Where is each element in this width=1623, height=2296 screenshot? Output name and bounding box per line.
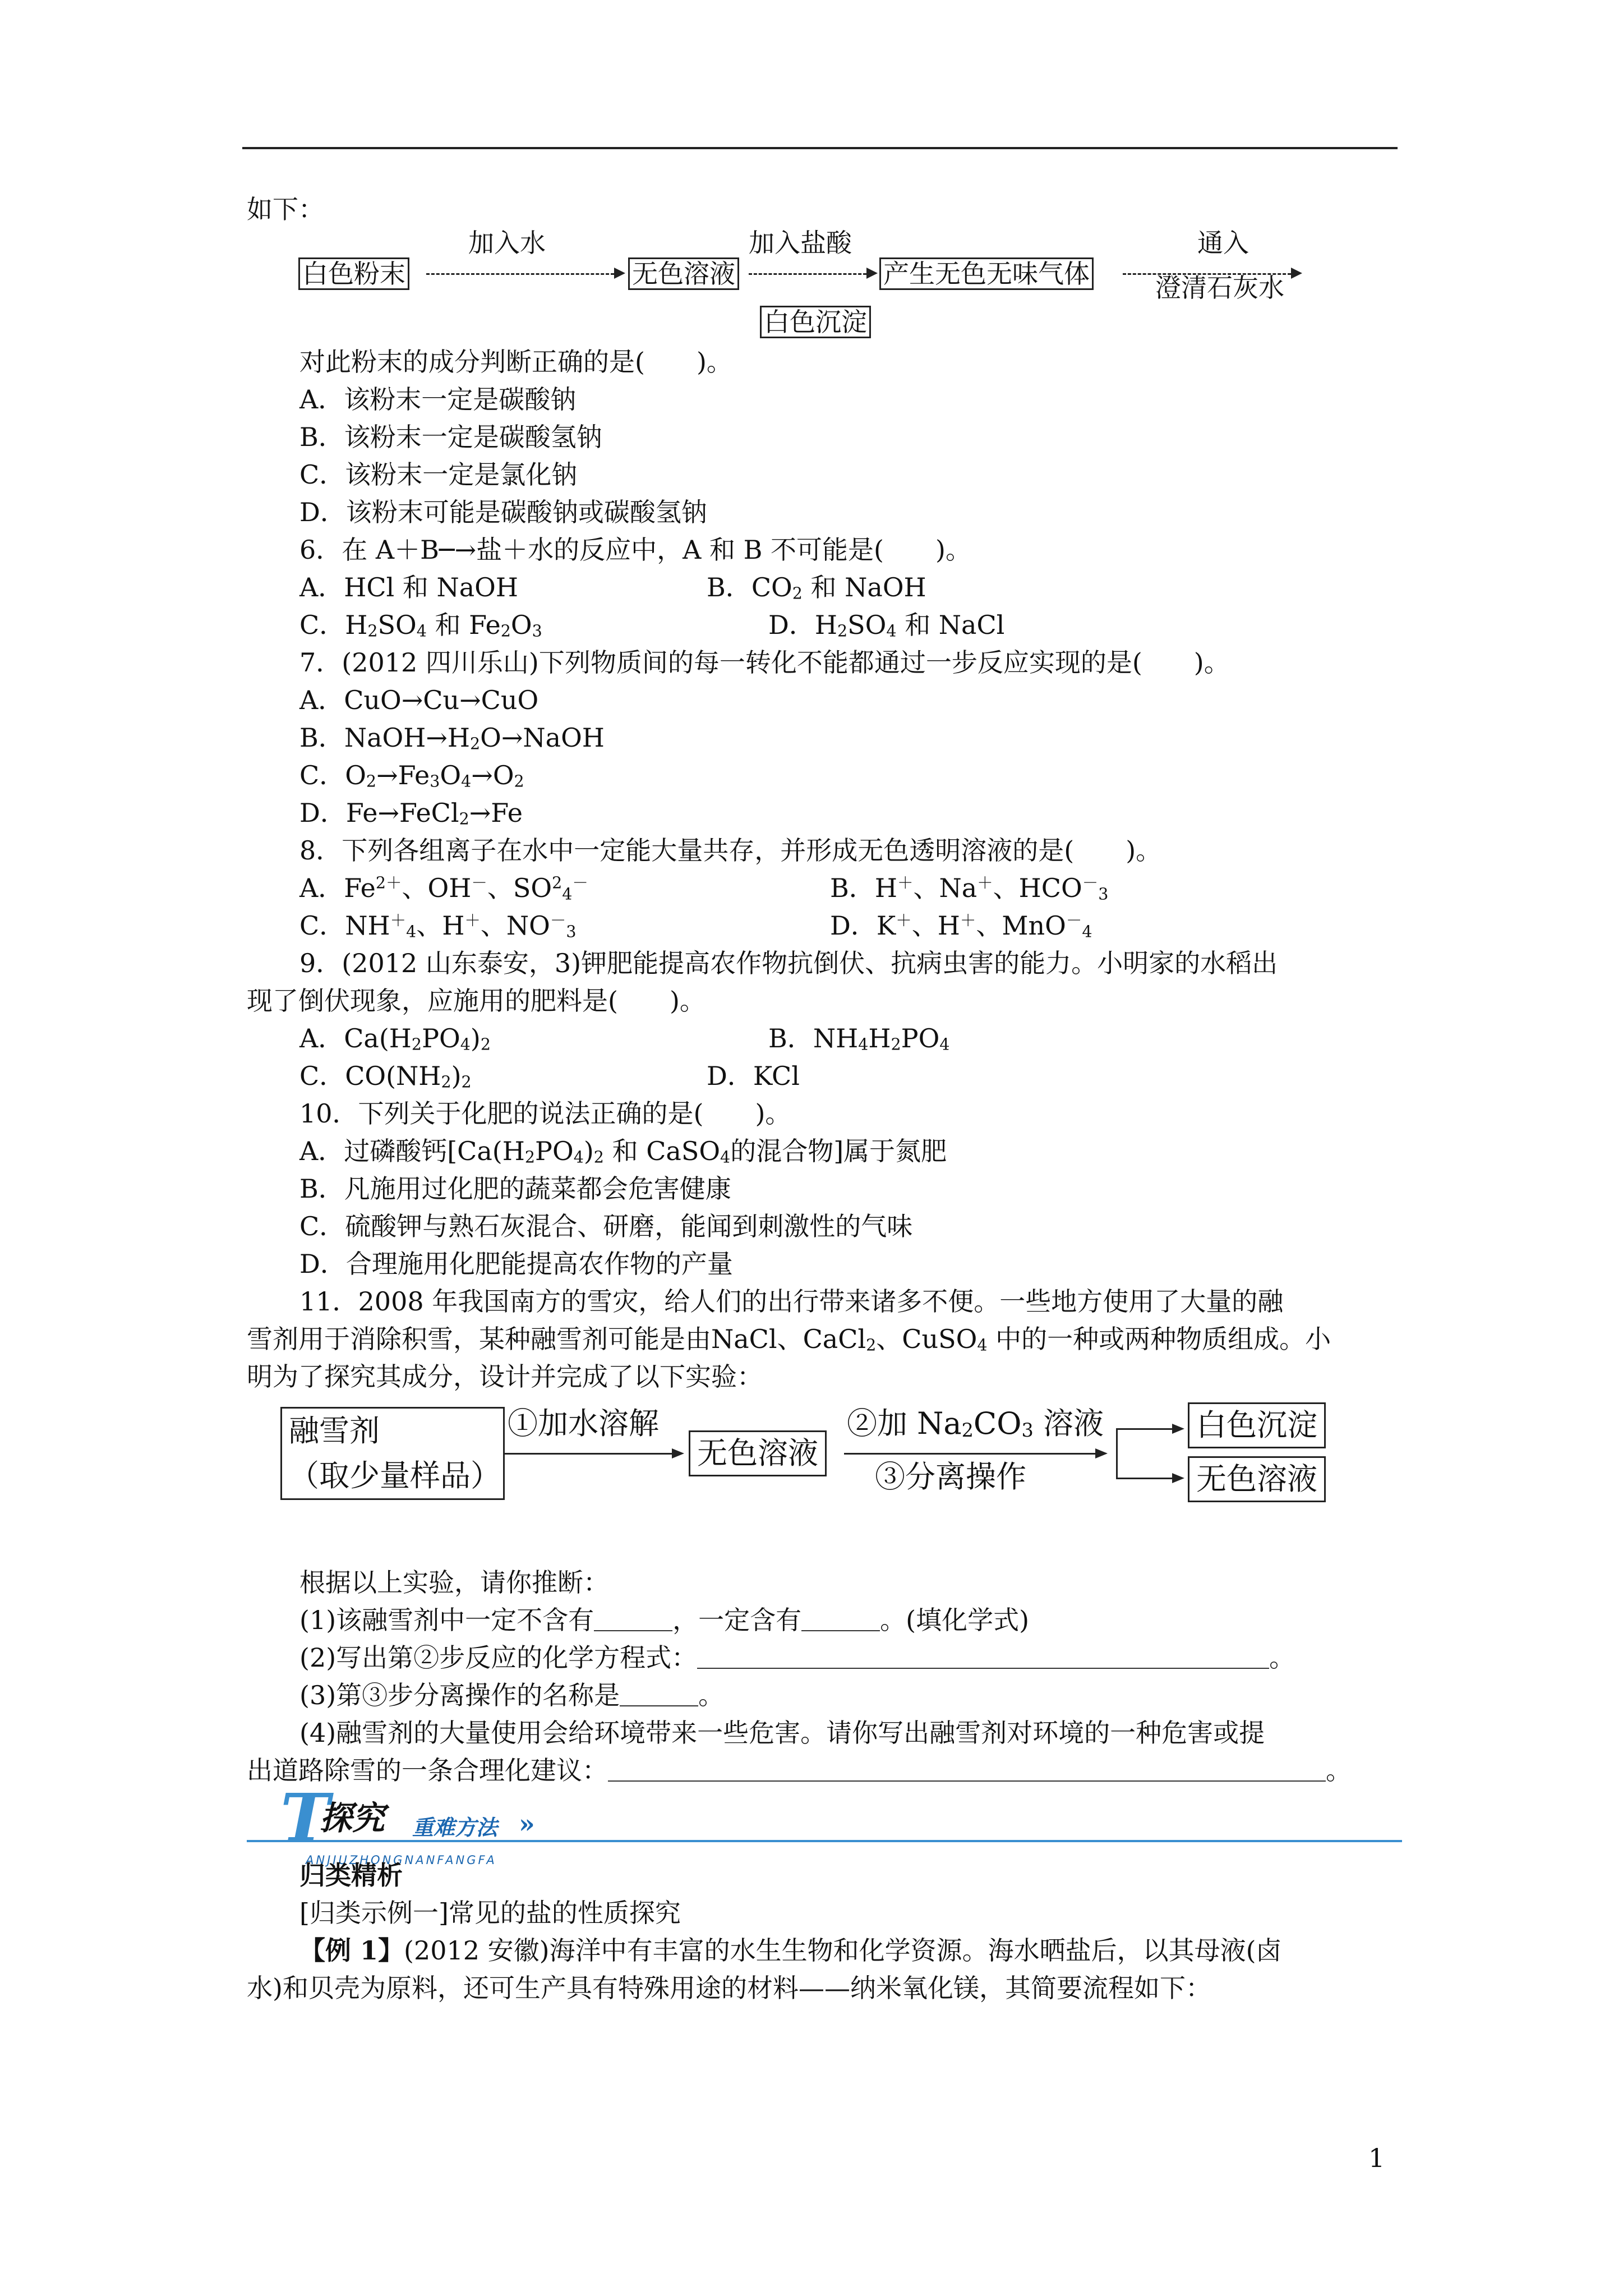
q6-option-b-label: B． (707, 572, 751, 602)
q8-option-c: C．$NH^+_4$、H＋、$NO^-_3$ (299, 910, 577, 941)
q6-stem (247, 531, 1402, 569)
period: 。 (698, 1680, 725, 1710)
answer-blank-5[interactable] (608, 1756, 1326, 1782)
banner-subtitle: 重难方法 (412, 1815, 498, 1840)
q10-stem: 10．下列关于化肥的说法正确的是( )。 (299, 1098, 791, 1129)
q9-row2 (247, 1057, 1402, 1095)
flow-diagram-powder (247, 228, 1402, 343)
q7-stem: 7．(2012 四川乐山)下列物质间的每一转化不能都通过一步反应实现的是( )。 (299, 647, 1230, 678)
q6-option-b: B．$CO_2$ 和 NaOH (707, 572, 926, 603)
flow-step2-label-a: ②加 (847, 1406, 907, 1441)
answer-blank-1[interactable] (594, 1605, 672, 1631)
page-number: 1 (1368, 2143, 1385, 2173)
q6-option-d: D．$H_2SO_4$ 和 NaCl (768, 610, 1005, 641)
answer-blank-3[interactable] (697, 1643, 1269, 1669)
example1-line2: 水)和贝壳为原料，还可生产具有特殊用途的材料——纳米氧化镁，其简要流程如下： (247, 1973, 1211, 2003)
q9-option-c: C．$CO(NH_2)_2$ (299, 1061, 472, 1092)
flow-label-add-water: 加入水 (468, 228, 546, 258)
q6-row2 (247, 606, 1402, 644)
q8-option-b-label: B． (830, 873, 875, 903)
q11-sub2 (247, 1639, 1402, 1677)
q6-option-c-label: C． (299, 610, 345, 640)
q9-option-b-label: B． (768, 1023, 813, 1053)
example1-label: 【例 1】 (299, 1935, 404, 1966)
q8-option-a-label: A． (299, 873, 344, 903)
flow-label-pass-into: 通入 (1197, 228, 1249, 258)
q8-option-d-label: D． (830, 910, 877, 941)
q7-option-a: A．CuO→Cu→CuO (299, 685, 539, 715)
arrow-head-icon (866, 268, 878, 279)
q6-option-a: A．HCl 和 NaOH (299, 572, 518, 602)
q7-option-b: B．$NaOH\to H_2O\to NaOH$ (299, 723, 605, 753)
flow-box-sample-line1: 融雪剂 (289, 1413, 380, 1448)
q5-option-d: D．该粉末可能是碳酸钠或碳酸氢钠 (299, 497, 707, 527)
example-tag: [归类示例一]常见的盐的性质探究 (299, 1898, 681, 1928)
q11-sub3 (247, 1677, 1402, 1714)
section-heading: 归类精析 (299, 1860, 403, 1890)
flow-step1-label: ①加水溶解 (508, 1406, 659, 1441)
flow-arrow-3 (1123, 273, 1291, 275)
q10-option-a: A．过磷酸钙[$Ca(H_2PO_4)_2$ 和 CaSO$_4$的混合物]属于氮肥 (299, 1136, 947, 1167)
flow-branch-line (1116, 1428, 1118, 1479)
double-chevron-icon: » (519, 1809, 535, 1839)
q11-para-line2: 雪剂用于消除积雪，某种融雪剂可能是由NaCl、CaCl$_2$、CuSO$_4$ 中的一种或两种物质组成。小 (247, 1324, 1331, 1355)
q5-option-b: B．该粉末一定是碳酸氢钠 (299, 422, 602, 452)
q6-and: 和 (435, 610, 461, 640)
flow-step2-label-b: 溶液 (1043, 1406, 1104, 1441)
intro-text: 如下： (247, 194, 324, 224)
q9-stem-line1: 9．(2012 山东泰安，3)钾肥能提高农作物抗倒伏、抗病虫害的能力。小明家的水稻出 (299, 948, 1278, 978)
arrow-head-icon (672, 1448, 684, 1458)
flow-node-white-precipitate: 白色沉淀 (760, 306, 871, 338)
flow-node-white-powder: 白色粉末 (298, 257, 409, 290)
q11-sub1-a: (1)该融雪剂中一定不含有 (299, 1605, 594, 1635)
arrow-head-icon (614, 268, 625, 279)
flow-arrow-2 (749, 273, 866, 275)
q11-sub4-text: 出道路除雪的一条合理化建议： (247, 1755, 608, 1786)
q8-stem: 8．下列各组离子在水中一定能大量共存，并形成无色透明溶液的是( )。 (299, 835, 1162, 866)
q11-sub3-text: (3)第③步分离操作的名称是 (299, 1680, 620, 1710)
q6-row1 (247, 569, 1402, 606)
arrow-head-icon (1172, 1473, 1184, 1483)
q7-option-c: C．$O_2\to Fe_3O_4\to O_2$ (299, 760, 524, 791)
q7-option-d-label: D． (299, 798, 346, 828)
q6-and: 和 (810, 572, 837, 602)
q6-option-c: C．$H_2SO_4$ 和 $Fe_2O_3$ (299, 610, 542, 641)
arrow-head-icon (1291, 268, 1302, 279)
flow-box-white-precipitate: 白色沉淀 (1188, 1402, 1326, 1448)
flow-box-colorless-solution-2: 无色溶液 (1188, 1456, 1326, 1502)
q5-stem: 对此粉末的成分判断正确的是( )。 (299, 347, 732, 377)
banner-pinyin: ANJIUZHONGNANFANGFA (306, 1853, 497, 1867)
q8-row1 (247, 869, 1402, 907)
arrow-head-icon (1095, 1448, 1108, 1458)
document-body (247, 191, 1402, 2007)
q9-option-b: B．$NH_4H_2PO_4$ (768, 1023, 950, 1054)
q9-row1 (247, 1020, 1402, 1057)
flow-box-sample (280, 1407, 505, 1500)
flow-arrow-1 (426, 273, 614, 275)
arrow-head-icon (1172, 1424, 1184, 1434)
q7-option-b-label: B． (299, 723, 344, 753)
q10-option-c: C．硫酸钾与熟石灰混合、研磨，能闻到刺激性的气味 (299, 1211, 913, 1241)
period: 。 (1326, 1755, 1352, 1786)
section-banner (247, 1779, 1402, 1867)
flow-node-gas: 产生无色无味气体 (879, 257, 1094, 290)
q11-sub1 (247, 1602, 1402, 1639)
answer-blank-2[interactable] (801, 1605, 880, 1631)
q9-option-a: A．$Ca(H_2PO_4)_2$ (299, 1023, 491, 1054)
banner-title: 探究 (320, 1799, 385, 1837)
q11-para-line2b: 中的一种或两种物质组成。小 (995, 1324, 1331, 1354)
q11-sub4-line2 (247, 1752, 1402, 1789)
q9-option-a-label: A． (299, 1023, 344, 1053)
banner-logo-letter: T (280, 1779, 330, 1857)
q6-and: 和 (905, 610, 931, 640)
q10-option-d: D．合理施用化肥能提高农作物的产量 (299, 1249, 733, 1279)
q8-option-c-label: C． (299, 910, 345, 941)
flow-branch-top (1116, 1428, 1172, 1430)
answer-blank-4[interactable] (620, 1681, 698, 1706)
q11-sub4-line1: (4)融雪剂的大量使用会给环境带来一些危害。请你写出融雪剂对环境的一种危害或提 (299, 1718, 1265, 1748)
q7-option-c-label: C． (299, 760, 345, 790)
q10-option-a-label: A．过磷酸钙[ (299, 1136, 458, 1166)
flow-arrow-step2 (844, 1453, 1095, 1455)
q8-option-b: B．H＋、Na＋、$HCO^-_3$ (830, 873, 1109, 904)
q10-option-a-tail: 的混合物]属于氮肥 (730, 1136, 947, 1166)
q11-sub1-b: ，一定含有 (672, 1605, 802, 1635)
q7-option-d: D．Fe→FeCl$_2$→Fe (299, 798, 523, 829)
example1-text1: (2012 安徽)海洋中有丰富的水生生物和化学资源。海水晒盐后，以其母液(卤 (404, 1935, 1282, 1966)
flow-step2-label: ②加 $Na_2CO_3$ 溶液 (847, 1406, 1104, 1442)
period: 。 (1269, 1642, 1295, 1673)
q8-row2 (247, 907, 1402, 945)
flow-arrow-step1 (504, 1453, 672, 1455)
header-rule (242, 147, 1398, 149)
q9-option-d: D．KCl (707, 1061, 800, 1091)
q11-para-line3: 明为了探究其成分，设计并完成了以下实验： (247, 1361, 763, 1392)
q8-option-a: A．$Fe^{2+}$、OH－、$SO^2_4^-$ (299, 873, 588, 904)
q11-para-line1: 11．2008 年我国南方的雪灾，给人们的出行带来诸多不便。一些地方使用了大量的融 (299, 1286, 1284, 1317)
q11-sub2-text: (2)写出第②步反应的化学方程式： (299, 1642, 698, 1673)
q9-option-c-label: C． (299, 1061, 345, 1091)
q5-option-a: A．该粉末一定是碳酸钠 (299, 384, 577, 415)
q11-after: 根据以上实验，请你推断： (299, 1567, 609, 1598)
q9-stem-line2: 现了倒伏现象，应施用的肥料是( )。 (247, 986, 706, 1016)
q6-stem-part1: 6．在 A＋B (299, 535, 439, 565)
flow-box-sample-line2: （取少量样品） (289, 1458, 501, 1493)
flow-label-add-hcl: 加入盐酸 (749, 228, 852, 258)
q5-option-c: C．该粉末一定是氯化钠 (299, 459, 578, 490)
q6-option-d-label: D． (768, 610, 815, 640)
flow-step3-label: ③分离操作 (875, 1459, 1026, 1494)
example1-line1 (247, 1932, 1402, 1970)
flow-branch-bottom (1116, 1478, 1172, 1479)
q11-sub1-c: 。(填化学式) (880, 1605, 1030, 1635)
flow-diagram-snowmelt (247, 1396, 1402, 1564)
q10-option-b: B．凡施用过化肥的蔬菜都会危害健康 (299, 1174, 731, 1204)
flow-label-limewater: 澄清石灰水 (1155, 273, 1284, 303)
q6-stem-part2: 盐＋水的反应中，A 和 B 不可能是( )。 (476, 535, 971, 565)
flow-box-colorless-solution: 无色溶液 (689, 1430, 827, 1476)
q6-arrow: ─→ (439, 535, 477, 565)
q11-para-line2a: 雪剂用于消除积雪，某种融雪剂可能是由 (247, 1324, 711, 1354)
q8-option-d: D．K＋、H＋、MnO－$_4$ (830, 910, 1092, 941)
flow-node-colorless-solution: 无色溶液 (628, 257, 739, 290)
